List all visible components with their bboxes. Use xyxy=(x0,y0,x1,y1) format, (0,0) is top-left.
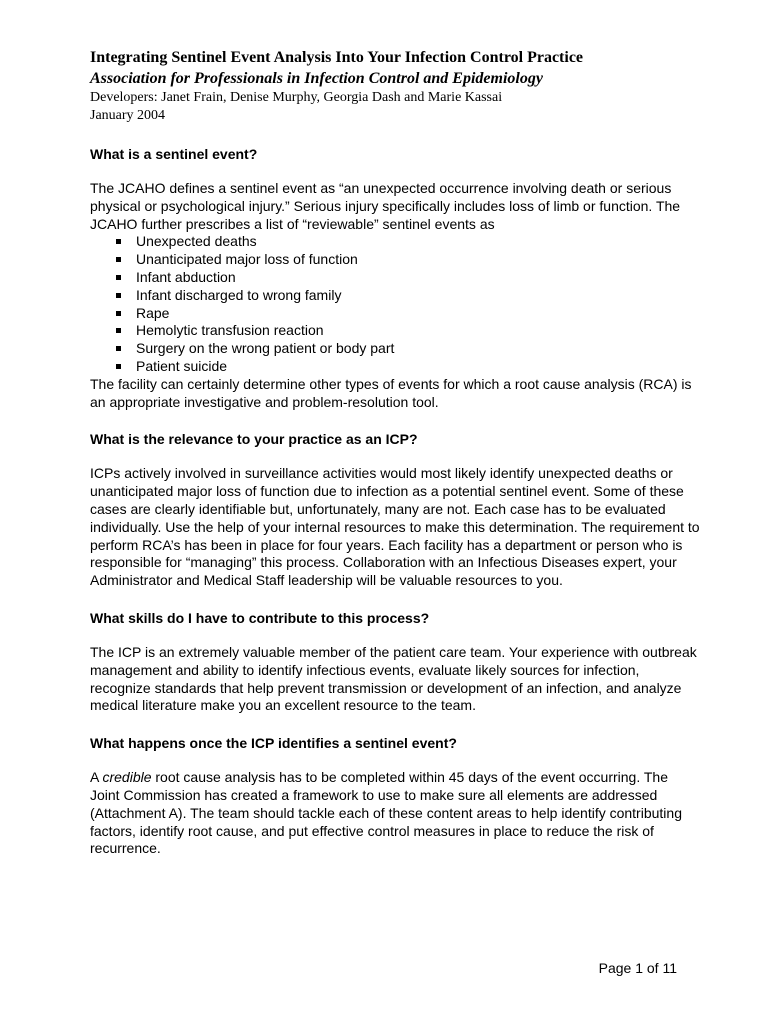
skills-paragraph: The ICP is an extremely valuable member of the patient care team. Your experience with outbreak management and ability to identify infectious events, evaluate likely sources for infection, recognize standards that help prevent transmission or development of an infection, and analyze medical literature make you an excellent resource to the team. xyxy=(90,643,697,714)
section-heading-next-steps: What happens once the ICP identifies a sentinel event? xyxy=(90,735,457,752)
page-number: Page 1 of 11 xyxy=(598,960,677,976)
square-bullet-icon xyxy=(116,311,121,316)
section-heading-skills: What skills do I have to contribute to this process? xyxy=(90,609,430,626)
sentinel-event-definition: The JCAHO defines a sentinel event as “an unexpected occurrence involving death or serious physical or psychological injury.” Serious injury specifically includes loss of limb or function. The JCAHO further prescribes a list of “reviewable” sentinel events as xyxy=(90,180,681,232)
list-item: Patient suicide xyxy=(116,358,700,376)
document-title: Integrating Sentinel Event Analysis Into Your Infection Control Practice xyxy=(90,49,584,66)
list-item: Hemolytic transfusion reaction xyxy=(116,322,700,340)
document-date: January 2004 xyxy=(90,108,166,123)
relevance-paragraph: ICPs actively involved in surveillance activities would most likely identify unexpected deaths or unanticipated major loss of function due to infection as a potential sentinel event. Some of these cases are clearly identifiable but, unfortunately, many are not. Each case has to be evaluated individually. Use the help of your internal resources to make this determination. The requirement to perform RCA’s has been in place for four years. Each facility has a department or person who is responsible for “managing” this process. Collaboration with an Infectious Diseases expert, your Administrator and Medical Staff leadership will be valuable resources to you. xyxy=(90,465,700,589)
developers-line: Developers: Janet Frain, Denise Murphy, Georgia Dash and Marie Kassai xyxy=(90,90,503,105)
square-bullet-icon xyxy=(116,239,121,244)
document-page xyxy=(90,48,700,858)
sentinel-event-closing: The facility can certainly determine other types of events for which a root cause analysis (RCA) is an appropriate investigative and problem-resolution tool. xyxy=(90,375,692,410)
list-item: Unanticipated major loss of function xyxy=(116,251,700,269)
square-bullet-icon xyxy=(116,328,121,333)
square-bullet-icon xyxy=(116,293,121,298)
square-bullet-icon xyxy=(116,257,121,262)
reviewable-events-list xyxy=(90,233,700,375)
list-item: Unexpected deaths xyxy=(116,233,700,251)
square-bullet-icon xyxy=(116,364,121,369)
section-heading-relevance: What is the relevance to your practice as an ICP? xyxy=(90,431,418,448)
credible-emphasis: credible xyxy=(102,769,152,786)
section-heading-sentinel-event: What is a sentinel event? xyxy=(90,146,258,162)
square-bullet-icon xyxy=(116,346,121,351)
list-item: Infant discharged to wrong family xyxy=(116,287,700,305)
organization-name: Association for Professionals in Infection Control and Epidemiology xyxy=(90,70,543,87)
list-item: Rape xyxy=(116,305,700,323)
square-bullet-icon xyxy=(116,275,121,280)
list-item: Surgery on the wrong patient or body part xyxy=(116,340,700,358)
list-item: Infant abduction xyxy=(116,269,700,287)
next-steps-paragraph: A credible root cause analysis has to be completed within 45 days of the event occurring. The Joint Commission has created a framework to use to make sure all elements are addressed (Attachment A). The team should tackle each of these content areas to help identify contributing factors, identify root cause, and put effective control measures in place to reduce the risk of recurrence. xyxy=(90,769,682,857)
